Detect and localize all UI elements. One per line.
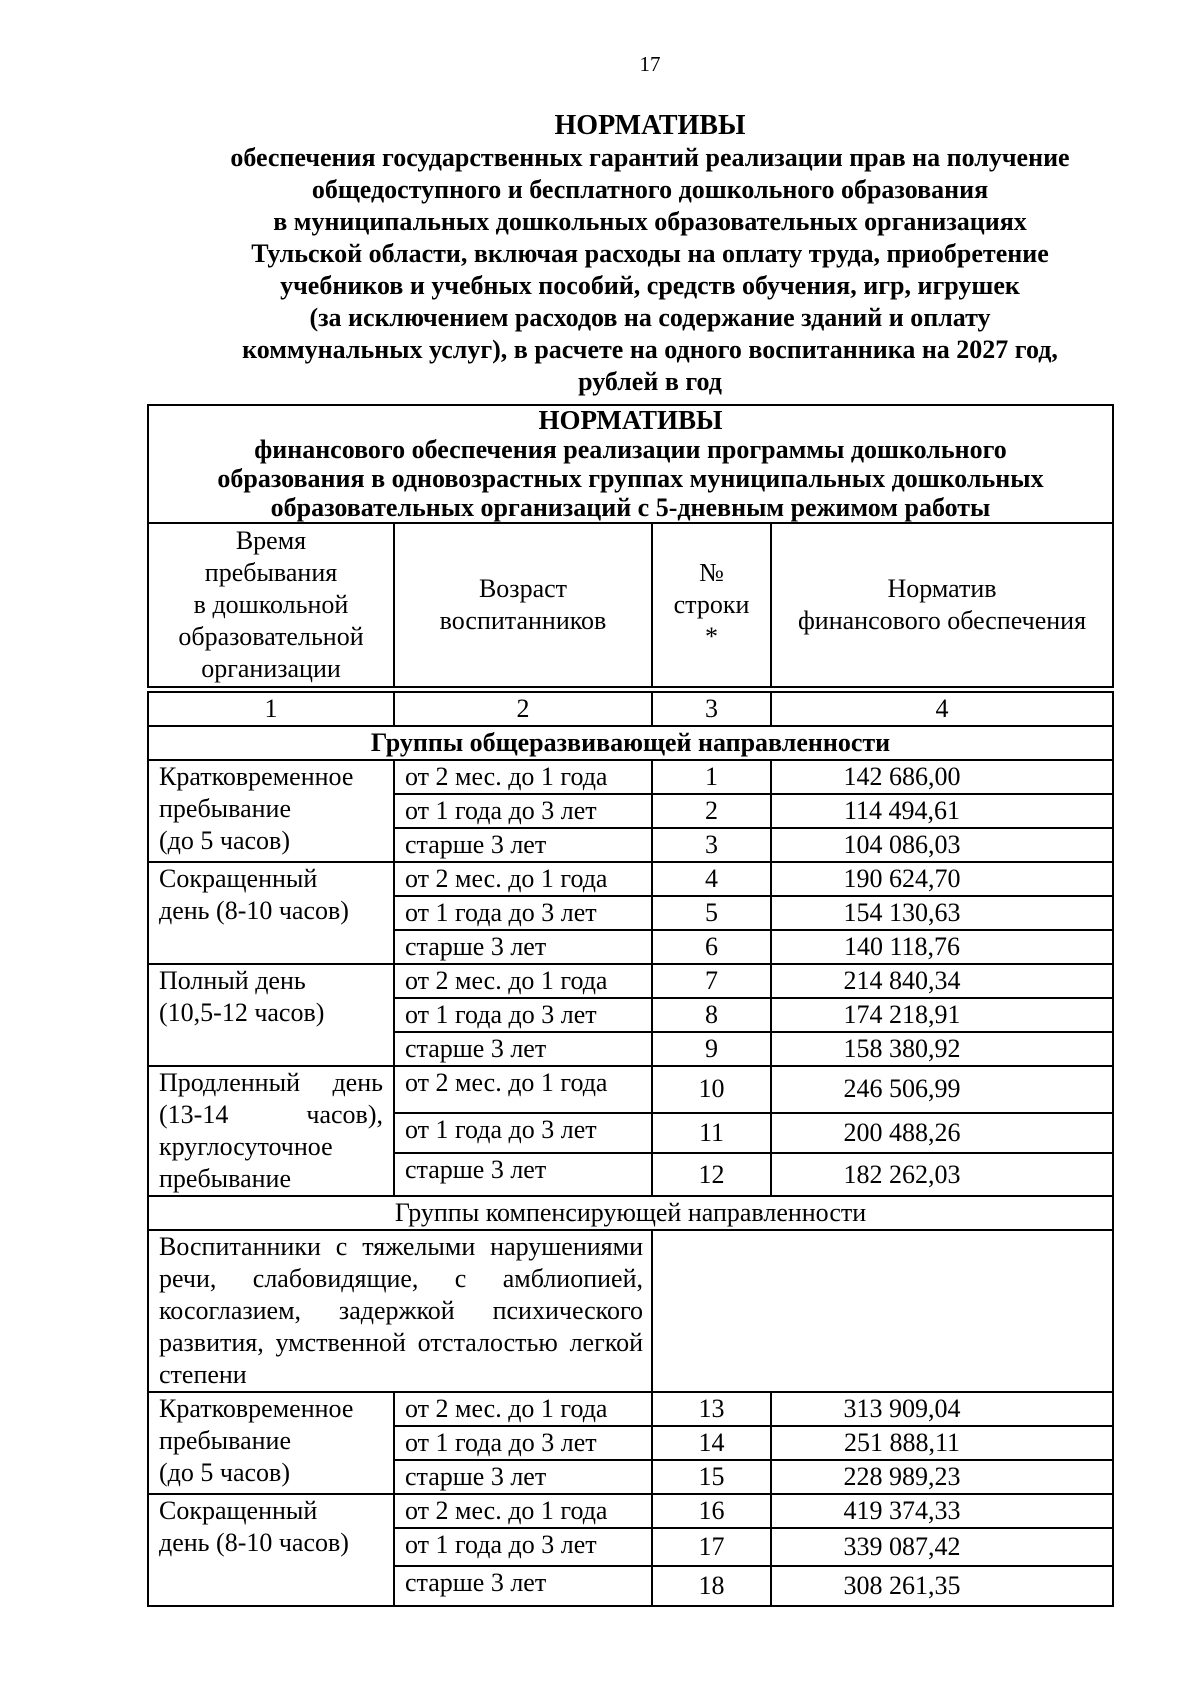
empty-cell xyxy=(652,1230,1113,1392)
age-cell: от 1 года до 3 лет xyxy=(394,1528,652,1566)
header-line: финансового обеспечения xyxy=(797,606,1087,635)
value-cell: 308 261,35 xyxy=(771,1566,1113,1606)
value-cell: 313 909,04 xyxy=(771,1392,1113,1426)
row-number-cell: 2 xyxy=(652,794,771,828)
value-cell: 142 686,00 xyxy=(771,760,1113,794)
row-number-cell: 13 xyxy=(652,1392,771,1426)
section-row xyxy=(148,726,1113,760)
header-line: в дошкольной xyxy=(193,590,349,619)
table-row xyxy=(148,862,1113,896)
caption-line: финансового обеспечения реализации программы дошкольного xyxy=(254,435,1007,464)
age-cell: от 2 мес. до 1 года xyxy=(394,862,652,896)
value-cell: 174 218,91 xyxy=(771,998,1113,1032)
value-cell: 246 506,99 xyxy=(771,1066,1113,1113)
group-time-cell xyxy=(148,1392,394,1494)
group-time-line: (10,5-12 часов) xyxy=(159,998,325,1027)
age-cell: старше 3 лет xyxy=(394,1032,652,1066)
group-time-line: Сокращенный xyxy=(159,1496,318,1525)
row-number-cell: 15 xyxy=(652,1460,771,1494)
age-cell: от 2 мес. до 1 года xyxy=(394,1494,652,1528)
value-cell: 114 494,61 xyxy=(771,794,1113,828)
row-number-cell: 14 xyxy=(652,1426,771,1460)
row-number-cell: 17 xyxy=(652,1528,771,1566)
age-cell: от 1 года до 3 лет xyxy=(394,1426,652,1460)
group-time-line: Полный день xyxy=(159,966,306,995)
age-cell: от 1 года до 3 лет xyxy=(394,1113,652,1153)
header-line: образовательной xyxy=(178,622,364,651)
value-cell: 419 374,33 xyxy=(771,1494,1113,1528)
group-time-line: день (8-10 часов) xyxy=(159,896,349,925)
age-cell: старше 3 лет xyxy=(394,1153,652,1196)
age-cell: от 2 мес. до 1 года xyxy=(394,760,652,794)
title-line: обеспечения государственных гарантий реализации прав на получение xyxy=(230,143,1070,172)
group-time-line: Сокращенный xyxy=(159,864,318,893)
row-number-cell: 9 xyxy=(652,1032,771,1066)
value-cell: 104 086,03 xyxy=(771,828,1113,862)
row-number-cell: 6 xyxy=(652,930,771,964)
column-number: 4 xyxy=(771,692,1113,726)
caption-line: образования в одновозрастных группах муниципальных дошкольных xyxy=(217,464,1044,493)
group-time-cell xyxy=(148,964,394,1066)
page-number: 17 xyxy=(639,52,661,76)
table-row xyxy=(148,1392,1113,1426)
note-row xyxy=(148,1230,1113,1392)
group-time-line: пребывание xyxy=(159,794,291,823)
row-number-cell: 7 xyxy=(652,964,771,998)
header-row xyxy=(148,523,1113,687)
group-time-line: день (8-10 часов) xyxy=(159,1528,349,1557)
row-number-cell: 4 xyxy=(652,862,771,896)
group-time-cell xyxy=(148,760,394,862)
header-line: Норматив xyxy=(887,574,997,603)
age-cell: старше 3 лет xyxy=(394,930,652,964)
row-number-cell: 18 xyxy=(652,1566,771,1606)
value-cell: 214 840,34 xyxy=(771,964,1113,998)
caption-heading: НОРМАТИВЫ xyxy=(538,405,723,435)
value-cell: 228 989,23 xyxy=(771,1460,1113,1494)
title-line: в муниципальных дошкольных образовательных организациях xyxy=(273,207,1027,236)
title-line: рублей в год xyxy=(578,367,722,396)
age-cell: старше 3 лет xyxy=(394,828,652,862)
group-time-line: Кратковременное xyxy=(159,1394,354,1423)
header-line: пребывания xyxy=(204,558,338,587)
value-cell: 200 488,26 xyxy=(771,1113,1113,1153)
table-row xyxy=(148,1494,1113,1528)
row-number-cell: 16 xyxy=(652,1494,771,1528)
norms-table xyxy=(147,404,1114,1607)
header-line: Возраст xyxy=(478,574,568,603)
row-number-cell: 10 xyxy=(652,1066,771,1113)
caption-line: образовательных организаций с 5-дневным режимом работы xyxy=(270,493,991,522)
age-cell: старше 3 лет xyxy=(394,1460,652,1494)
group-time-line: (до 5 часов) xyxy=(159,1458,290,1487)
header-line: воспитанников xyxy=(439,606,607,635)
header-line: № xyxy=(699,558,724,587)
group-time-line: Кратковременное xyxy=(159,762,354,791)
table-row xyxy=(148,1066,1113,1113)
row-number-cell: 5 xyxy=(652,896,771,930)
row-number-cell: 1 xyxy=(652,760,771,794)
value-cell: 190 624,70 xyxy=(771,862,1113,896)
header-line: * xyxy=(705,622,718,651)
value-cell: 158 380,92 xyxy=(771,1032,1113,1066)
table-caption xyxy=(148,405,1113,523)
title-line: учебников и учебных пособий, средств обучения, игр, игрушек xyxy=(280,271,1020,300)
value-cell: 251 888,11 xyxy=(771,1426,1113,1460)
column-numbers-row xyxy=(148,692,1113,726)
table-row xyxy=(148,964,1113,998)
value-cell: 140 118,76 xyxy=(771,930,1113,964)
group-time-line: (до 5 часов) xyxy=(159,826,290,855)
age-cell: от 2 мес. до 1 года xyxy=(394,1066,652,1113)
group-time-cell xyxy=(148,862,394,964)
header-age xyxy=(394,523,652,687)
title-line: коммунальных услуг), в расчете на одного воспитанника на 2027 год, xyxy=(242,335,1058,364)
row-number-cell: 12 xyxy=(652,1153,771,1196)
row-number-cell: 11 xyxy=(652,1113,771,1153)
header-time xyxy=(148,523,394,687)
header-line: Время xyxy=(235,526,307,555)
document-title xyxy=(150,110,1150,398)
row-number-cell: 8 xyxy=(652,998,771,1032)
column-number: 3 xyxy=(652,692,771,726)
table-caption-row xyxy=(148,405,1113,523)
value-cell: 154 130,63 xyxy=(771,896,1113,930)
group-time-cell xyxy=(148,1494,394,1606)
title-line: общедоступного и бесплатного дошкольного образования xyxy=(311,175,989,204)
header-line: строки xyxy=(673,590,750,619)
title-heading: НОРМАТИВЫ xyxy=(554,110,746,141)
value-cell: 182 262,03 xyxy=(771,1153,1113,1196)
section-title-general: Группы общеразвивающей направленности xyxy=(148,726,1113,760)
column-number: 1 xyxy=(148,692,394,726)
value-cell: 339 087,42 xyxy=(771,1528,1113,1566)
title-line: Тульской области, включая расходы на оплату труда, приобретение xyxy=(251,239,1049,268)
group-time-cell: Продленный день (13-14 часов), круглосуточное пребывание xyxy=(148,1066,394,1196)
age-cell: от 1 года до 3 лет xyxy=(394,794,652,828)
header-norm xyxy=(771,523,1113,687)
group-time-line: пребывание xyxy=(159,1426,291,1455)
section-note: Воспитанники с тяжелыми нарушениями речи, слабовидящие, с амблиопией, косоглазием, задержкой психического развития, умственной отсталостью легкой степени xyxy=(148,1230,652,1392)
age-cell: от 2 мес. до 1 года xyxy=(394,964,652,998)
age-cell: от 1 года до 3 лет xyxy=(394,998,652,1032)
section-row xyxy=(148,1196,1113,1230)
column-number: 2 xyxy=(394,692,652,726)
row-number-cell: 3 xyxy=(652,828,771,862)
table-row xyxy=(148,760,1113,794)
header-row-number xyxy=(652,523,771,687)
age-cell: старше 3 лет xyxy=(394,1566,652,1606)
header-line: организации xyxy=(201,654,341,683)
section-title-compensating: Группы компенсирующей направленности xyxy=(148,1196,1113,1230)
age-cell: от 1 года до 3 лет xyxy=(394,896,652,930)
title-line: (за исключением расходов на содержание зданий и оплату xyxy=(309,303,991,332)
age-cell: от 2 мес. до 1 года xyxy=(394,1392,652,1426)
